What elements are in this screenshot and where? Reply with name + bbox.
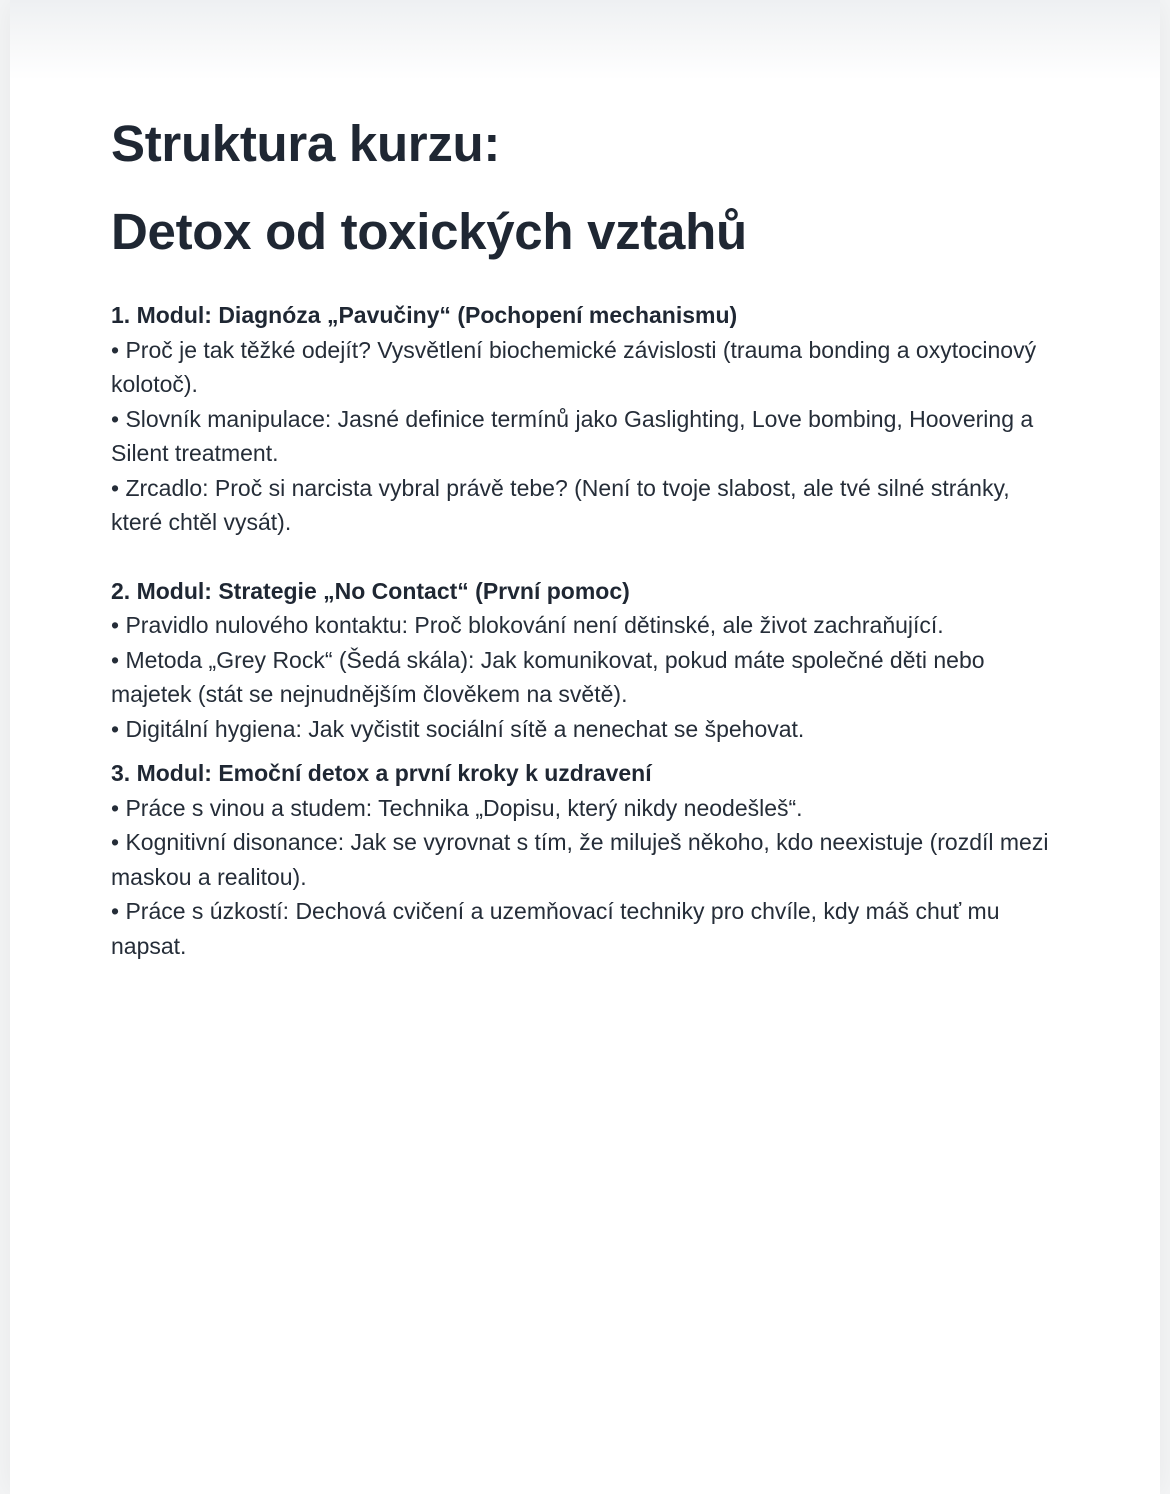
module-2-bullet-1: • Pravidlo nulového kontaktu: Proč blokování není dětinské, ale život zachraňující.	[111, 612, 944, 638]
module-1-bullet-1: • Proč je tak těžké odejít? Vysvětlení biochemické závislosti (trauma bonding a oxytocinový kolotoč).	[111, 336, 1037, 397]
module-2-bullet-2: • Metoda „Grey Rock“ (Šedá skála): Jak komunikovat, pokud máte společné děti nebo majetek (stát se nejnudnějším člověkem na světě).	[111, 646, 985, 707]
module-2-heading: 2. Modul: Strategie „No Contact“ (První pomoc)	[111, 577, 630, 604]
module-3	[111, 756, 1061, 963]
title-line-1: Struktura kurzu:	[111, 115, 501, 172]
module-1	[111, 298, 1061, 540]
page-top-shade	[10, 0, 1160, 80]
module-1-heading: 1. Modul: Diagnóza „Pavučiny“ (Pochopení mechanismu)	[111, 302, 738, 328]
module-3-heading: 3. Modul: Emoční detox a první kroky k uzdravení	[111, 760, 652, 786]
module-3-bullet-1: • Práce s vinou a studem: Technika „Dopisu, který nikdy neodešleš“.	[111, 794, 803, 821]
title-line-2: Detox od toxických vztahů	[111, 203, 747, 260]
module-2-bullet-3: • Digitální hygiena: Jak vyčistit sociální sítě a nenechat se špehovat.	[111, 715, 805, 742]
document-content	[111, 100, 1061, 963]
module-1-bullet-2: • Slovník manipulace: Jasné definice termínů jako Gaslighting, Love bombing, Hoovering a Silent treatment.	[111, 405, 1034, 466]
module-2	[111, 574, 1061, 747]
module-1-bullet-3: • Zrcadlo: Proč si narcista vybral právě tebe? (Není to tvoje slabost, ale tvé silné stránky, které chtěl vysát).	[111, 474, 1010, 535]
module-3-bullet-3: • Práce s úzkostí: Dechová cvičení a uzemňovací techniky pro chvíle, kdy máš chuť mu napsat.	[111, 898, 1000, 959]
document-title	[111, 100, 1061, 276]
module-3-bullet-2: • Kognitivní disonance: Jak se vyrovnat s tím, že miluješ někoho, kdo neexistuje (rozdíl mezi maskou a realitou).	[111, 829, 1049, 890]
module-spacer	[111, 540, 1061, 574]
module-spacer	[111, 746, 1061, 756]
document-page	[10, 0, 1160, 1494]
